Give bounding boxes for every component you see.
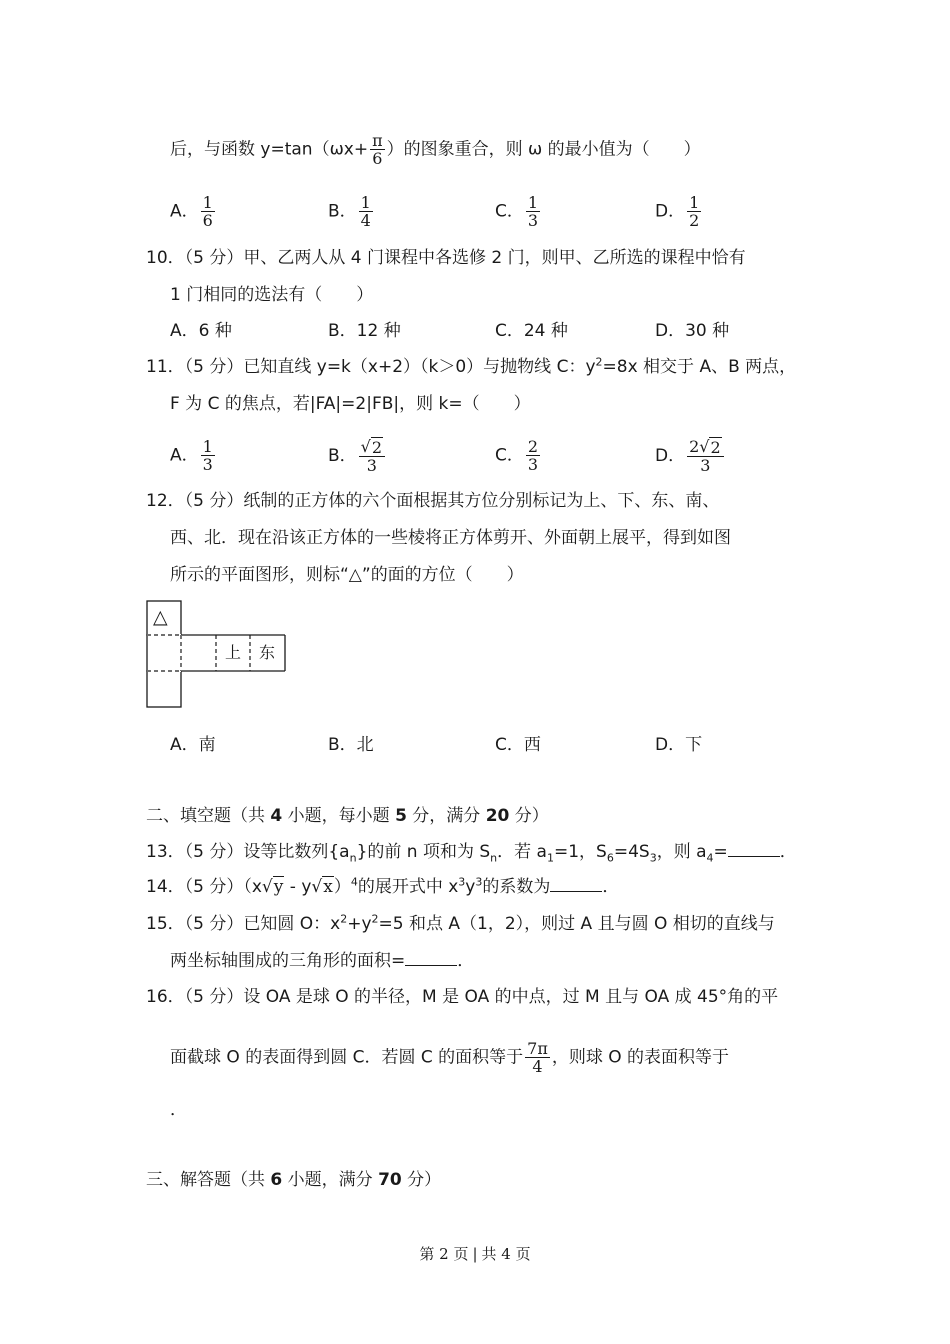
q9-option-a: A． $\frac{1}{6}$: [170, 193, 213, 230]
net-face-middle-left: [147, 635, 181, 671]
q11-option-a: A． $\frac{1}{3}$: [170, 437, 213, 474]
page-footer: [0, 1243, 950, 1264]
q16-line-3: ．: [170, 1100, 187, 1120]
cube-net-diagram: [146, 600, 288, 708]
q10-option-d: D．30 种: [655, 321, 730, 341]
q16-line-1: 16．（5 分）设 OA 是球 O 的半径，M 是 OA 的中点，过 M 且与 OA 成 45°角的平: [146, 987, 779, 1007]
q12-option-d: D．下: [655, 735, 703, 755]
q10-option-b: B．12 种: [328, 321, 401, 341]
pi-over-6-fraction: $\frac{\pi}{6}$: [372, 131, 383, 168]
q9-option-b: B． $\frac{1}{4}$: [328, 193, 371, 230]
q10-option-a: A．6 种: [170, 321, 232, 341]
q10-option-c: C．24 种: [495, 321, 568, 341]
section-2-heading: 二、填空题（共 4 小题，每小题 5 分，满分 20 分）: [146, 806, 549, 826]
q16-line-2: 面截球 O 的表面得到圆 C．若圆 C 的面积等于 $\frac{7\pi}{4}$ ，则球 O 的表面积等于: [170, 1039, 730, 1076]
q12-option-b: B．北: [328, 735, 374, 755]
q15-line-2: 两坐标轴围成的三角形的面积= ．: [170, 951, 475, 971]
q11-line-2: F 为 C 的焦点，若|FA|=2|FB|，则 k=（ ）: [170, 394, 531, 414]
q11-option-b: B． $\frac{√2}{3}$: [328, 438, 387, 474]
q13-line: 13．（5 分）设等比数列$\{a_n\}$的前 n 项和为 $S_n$．若 $a_1=1$，$S_6=4S_3$，则 $a_4=$ ．: [146, 842, 797, 865]
east-label: 东: [259, 643, 276, 662]
answer-blank: [405, 949, 457, 966]
net-face-bottom-left: [147, 671, 181, 707]
q10-line-1: 10．（5 分）甲、乙两人从 4 门课程中各选修 2 门，则甲、乙所选的课程中恰有: [146, 248, 746, 268]
q12-option-c: C．西: [495, 735, 541, 755]
page-number: 第 2 页: [419, 1245, 469, 1263]
q11-line-1: 11．（5 分）已知直线 y=k（x+2）（k＞0）与抛物线 C：$y^2=8x$ 相交于 A、B 两点，: [146, 355, 797, 377]
q9-stem: 后，与函数 y=tan（ωx+ $\frac{\pi}{6}$ ）的图象重合，则 ω 的最小值为（ ）: [170, 131, 701, 168]
q11-option-d: D． $\frac{2√2}{3}$: [655, 438, 726, 474]
answer-blank: [728, 840, 780, 857]
up-label: 上: [225, 643, 242, 662]
q12-line-1: 12．（5 分）纸制的正方体的六个面根据其方位分别标记为上、下、东、南、: [146, 491, 720, 511]
page-total: 共 4 页: [481, 1245, 531, 1263]
q12-option-a: A．南: [170, 735, 216, 755]
answer-blank: [550, 875, 602, 892]
q9-option-c: C． $\frac{1}{3}$: [495, 193, 539, 230]
q10-line-2: 1 门相同的选法有（ ）: [170, 285, 374, 305]
triangle-label: △: [153, 606, 168, 628]
q9-option-d: D． $\frac{1}{2}$: [655, 193, 700, 230]
q12-line-2: 西、北．现在沿该正方体的一些棱将正方体剪开、外面朝上展平，得到如图: [170, 528, 731, 548]
q15-line-1: 15．（5 分）已知圆 O：$x^2+y^2=5$ 和点 A（1，2），则过 A 且与圆 O 相切的直线与: [146, 912, 775, 934]
section-3-heading: 三、解答题（共 6 小题，满分 70 分）: [146, 1170, 442, 1190]
footer-separator: |: [472, 1245, 478, 1263]
q14-line: 14．（5 分）（x√y - y√x）$^4$的展开式中 $x^3y^3$的系数为 ．: [146, 875, 620, 897]
q11-option-c: C． $\frac{2}{3}$: [495, 437, 539, 474]
seven-pi-over-4-fraction: $\frac{7\pi}{4}$: [527, 1039, 548, 1076]
q12-line-3: 所示的平面图形，则标“△”的面的方位（ ）: [170, 565, 524, 585]
